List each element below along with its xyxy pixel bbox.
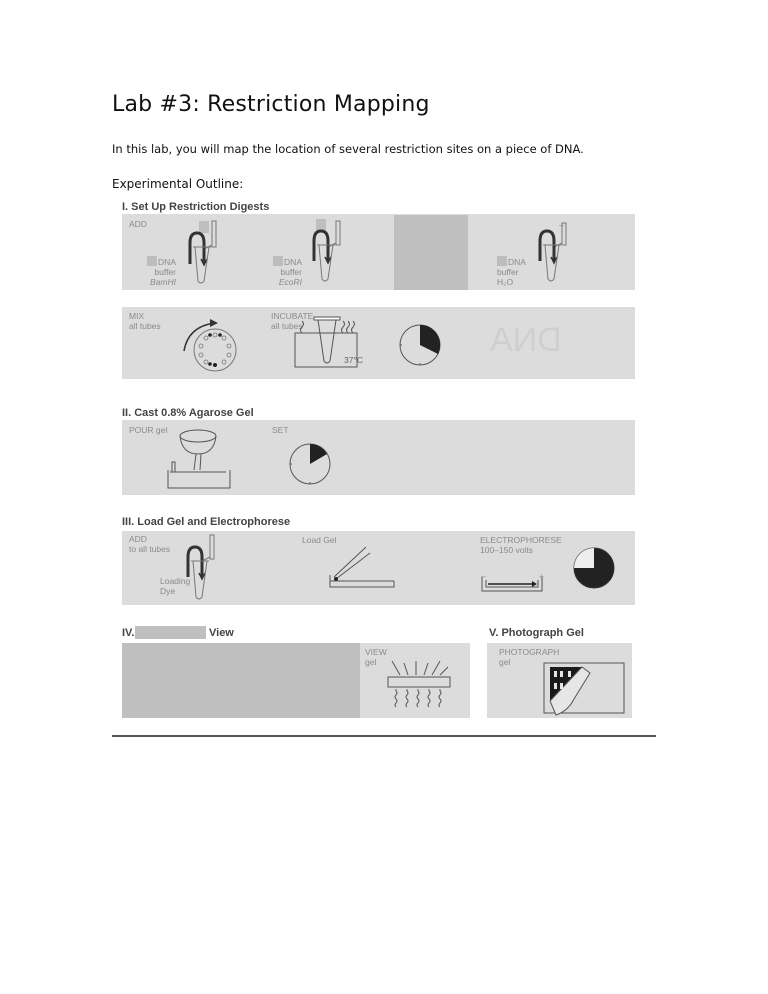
- plus-sign: +: [539, 571, 544, 581]
- watermark-text: DNA: [490, 321, 562, 359]
- tube-3-mark: –: [559, 220, 564, 230]
- timer-clock-icon: [398, 323, 444, 369]
- redaction-box: [147, 256, 157, 266]
- add-dye-label: ADD to all tubes: [129, 534, 171, 554]
- section-3-heading: III. Load Gel and Electrophorese: [122, 516, 291, 528]
- pipette-tube-icon: [182, 219, 222, 289]
- electrophoresis-chamber-icon: [478, 571, 548, 601]
- add-label: ADD: [129, 219, 147, 229]
- minus-sign: –: [481, 571, 486, 581]
- set-label: SET: [272, 425, 289, 435]
- horizontal-rule: [112, 735, 656, 737]
- pour-gel-tray-icon: [164, 428, 234, 492]
- view-gel-label: VIEW gel: [365, 647, 387, 667]
- redacted-heading-text: [135, 626, 206, 639]
- load-gel-label: Load Gel: [302, 535, 337, 545]
- section-1-mix-incubate-panel: [122, 307, 635, 379]
- section-2-heading: II. Cast 0.8% Agarose Gel: [122, 407, 254, 419]
- redacted-tube-block: [394, 215, 468, 290]
- rotating-rack-icon: [182, 317, 252, 377]
- incubate-label: INCUBATE all tubes: [271, 311, 314, 331]
- section-1-heading: I. Set Up Restriction Digests: [122, 201, 270, 213]
- section-5-heading: V. Photograph Gel: [489, 627, 584, 639]
- timer-clock-icon: [573, 547, 617, 591]
- section-3-panel: [122, 531, 635, 605]
- pipette-tube-icon: [308, 219, 348, 289]
- section-4-heading-prefix: IV.: [122, 627, 135, 639]
- photograph-gel-panel: [487, 643, 632, 718]
- pour-gel-label: POUR gel: [129, 425, 168, 435]
- section-4-heading-suffix: View: [209, 627, 234, 639]
- section-2-panel: [122, 420, 635, 495]
- page-title: Lab #3: Restriction Mapping: [112, 92, 430, 117]
- temperature-label: 37°C: [344, 355, 363, 365]
- redaction-box: [273, 256, 283, 266]
- timer-clock-icon: [288, 442, 334, 488]
- redaction-box: [497, 256, 507, 266]
- intro-paragraph: In this lab, you will map the location of several restriction sites on a piece of DNA.: [112, 142, 584, 156]
- tube-1-labels: DNA buffer BamHI: [144, 256, 176, 287]
- tube-3-labels: DNA buffer H₂O: [497, 257, 526, 287]
- uv-transilluminator-icon: [386, 659, 456, 717]
- view-gel-panel: [360, 643, 470, 718]
- photograph-gel-label: PHOTOGRAPH gel: [499, 647, 560, 667]
- loading-dye-label: Loading Dye: [160, 576, 191, 596]
- electrophorese-label: ELECTROPHORESE 100–150 volts: [480, 535, 562, 555]
- pipette-tube-icon: [534, 219, 574, 289]
- gel-loading-icon: [328, 545, 398, 597]
- gel-photograph-icon: [542, 661, 628, 719]
- redacted-stain-block: [122, 643, 360, 718]
- outline-label: Experimental Outline:: [112, 177, 244, 191]
- tube-2-labels: DNA buffer EcoRI: [270, 256, 302, 287]
- mix-label: MIX all tubes: [129, 311, 161, 331]
- section-1-digest-panel: [122, 214, 635, 290]
